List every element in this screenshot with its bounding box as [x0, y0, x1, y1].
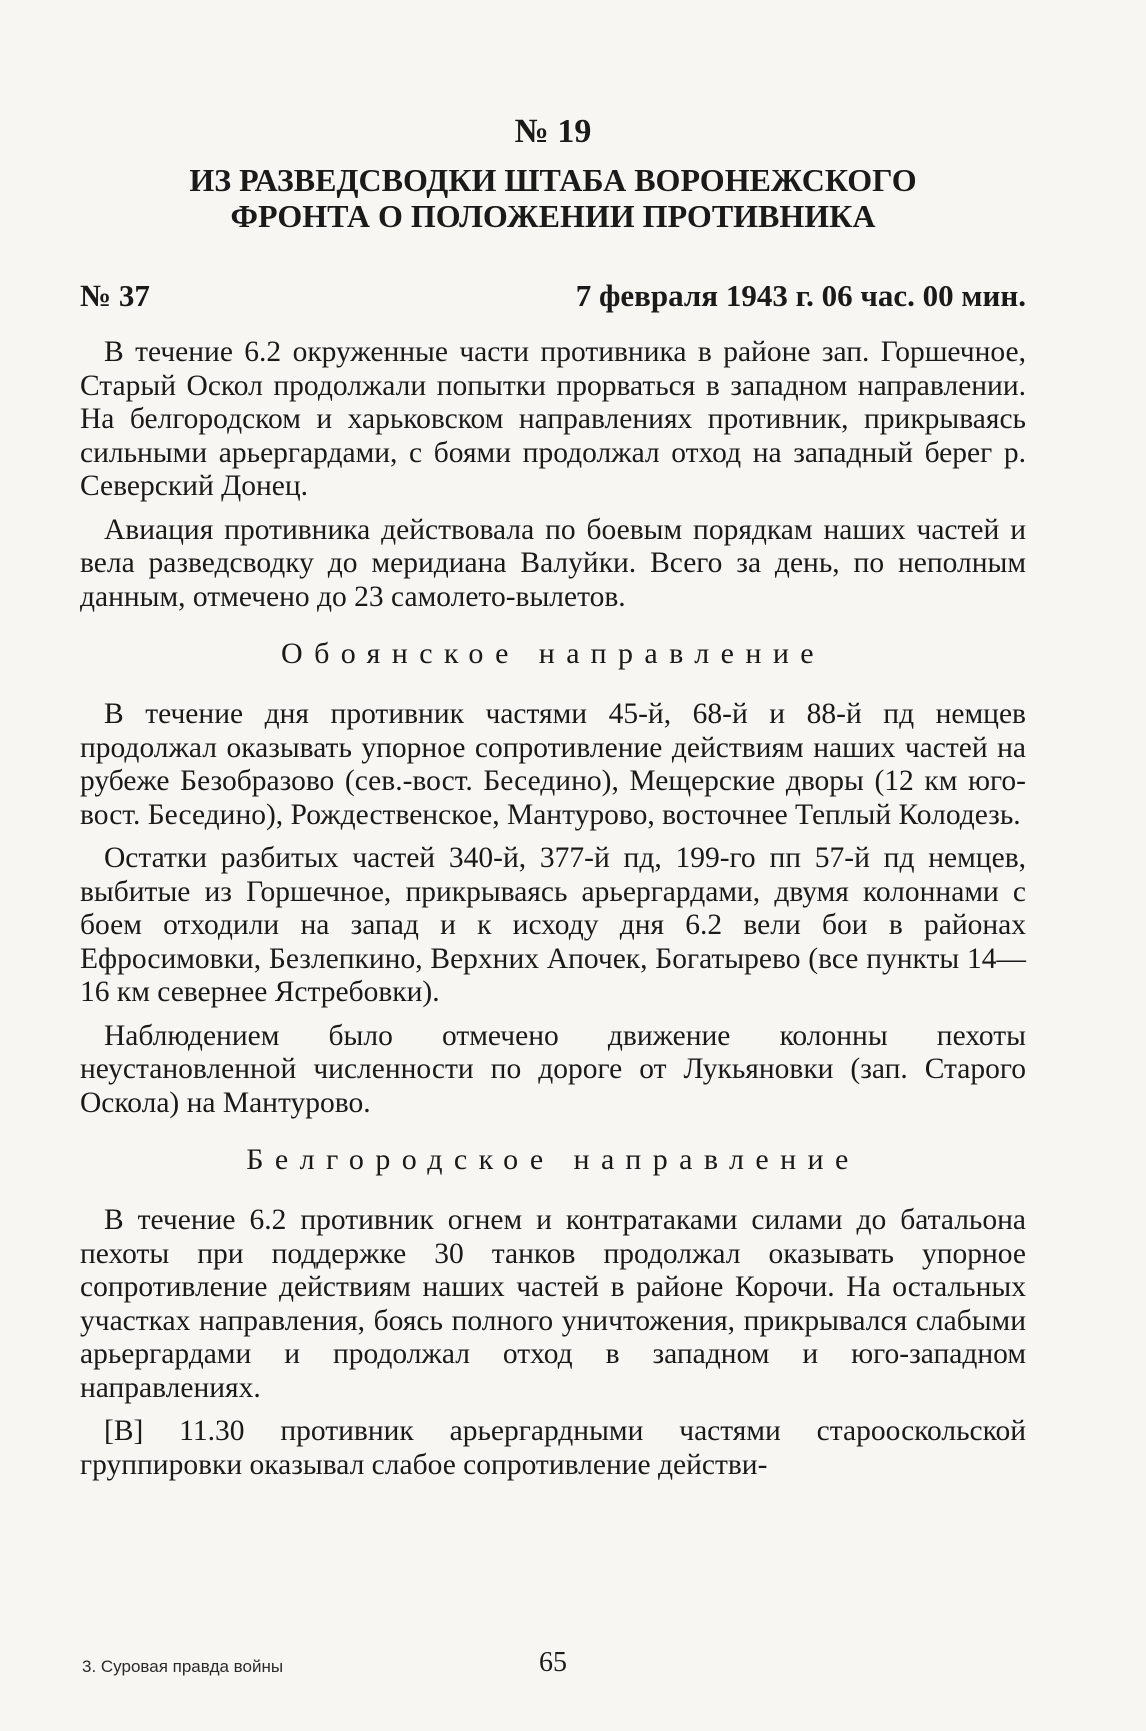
- page-footer: [80, 1647, 1026, 1687]
- footer-signature-note: 3. Суровая правда войны: [82, 1657, 284, 1676]
- document-title-line-1: ИЗ РАЗВЕДСВОДКИ ШТАБА ВОРОНЕЖСКОГО: [189, 162, 917, 198]
- document-title: [80, 162, 1026, 234]
- document-page: [80, 112, 1026, 1492]
- report-date: 7 февраля 1943 г. 06 час. 00 мин.: [575, 278, 1026, 313]
- paragraph: Авиация противника действовала по боевым порядкам наших частей и вела разведсводку до меридиана Валуйки. Всего за день, по неполным данным, отмечено до 23 самолето-вылетов.: [80, 513, 1026, 613]
- paragraph: В течение дня противник частями 45-й, 68-й и 88-й пд немцев продолжал оказывать упорное сопротивление действиям наших частей на рубеже Безобразово (сев.-вост. Беседино), Мещерские дворы (12 км юго-вост. Беседино), Рождественское, Мантурово, восточнее Теплый Колодезь.: [80, 698, 1026, 831]
- paragraph: Наблюдением было отмечено движение колонны пехоты неустановленной численности по дороге от Лукьяновки (зап. Старого Оскола) на Мантурово.: [80, 1019, 1026, 1119]
- document-number: № 19: [514, 113, 592, 150]
- paragraph: Остатки разбитых частей 340-й, 377-й пд, 199-го пп 57-й пд немцев, выбитые из Горшечное, прикрываясь арьергардами, двумя колоннами с боем отходили на запад и к исходу дня 6.2 вели бои в районах Ефросимовки, Безлепкино, Верхних Апочек, Богатырево (все пункты 14—16 км севернее Ястребовки).: [80, 842, 1026, 1008]
- report-number: № 37: [80, 278, 150, 313]
- paragraph: В течение 6.2 окруженные части противника в районе зап. Горшечное, Старый Оскол продолжали попытки прорваться в западном направлении. На белгородском и харьковском направлениях противник, прикрываясь сильными арьергардами, с боями продолжал отход на западный берег р. Северский Донец.: [80, 336, 1026, 502]
- report-meta: [80, 278, 1026, 314]
- paragraph: В течение 6.2 противник огнем и контратаками силами до батальона пехоты при поддержке 30 танков продолжал оказывать упорное сопротивление действиям наших частей в районе Корочи. На остальных участках направления, боясь полного уничтожения, прикрывался слабыми арьергардами и продолжал отход в западном и юго-западном направлениях.: [80, 1204, 1026, 1404]
- section-heading-belgorod: Белгородское направление: [246, 1143, 860, 1176]
- paragraph: [В] 11.30 противник арьергардными частями старооскольской группировки оказывал слабое сопротивление действи-: [80, 1415, 1026, 1481]
- document-title-line-2: ФРОНТА О ПОЛОЖЕНИИ ПРОТИВНИКА: [230, 198, 876, 234]
- section-heading-oboyan: Обоянское направление: [281, 637, 825, 670]
- page-number: 65: [539, 1647, 567, 1678]
